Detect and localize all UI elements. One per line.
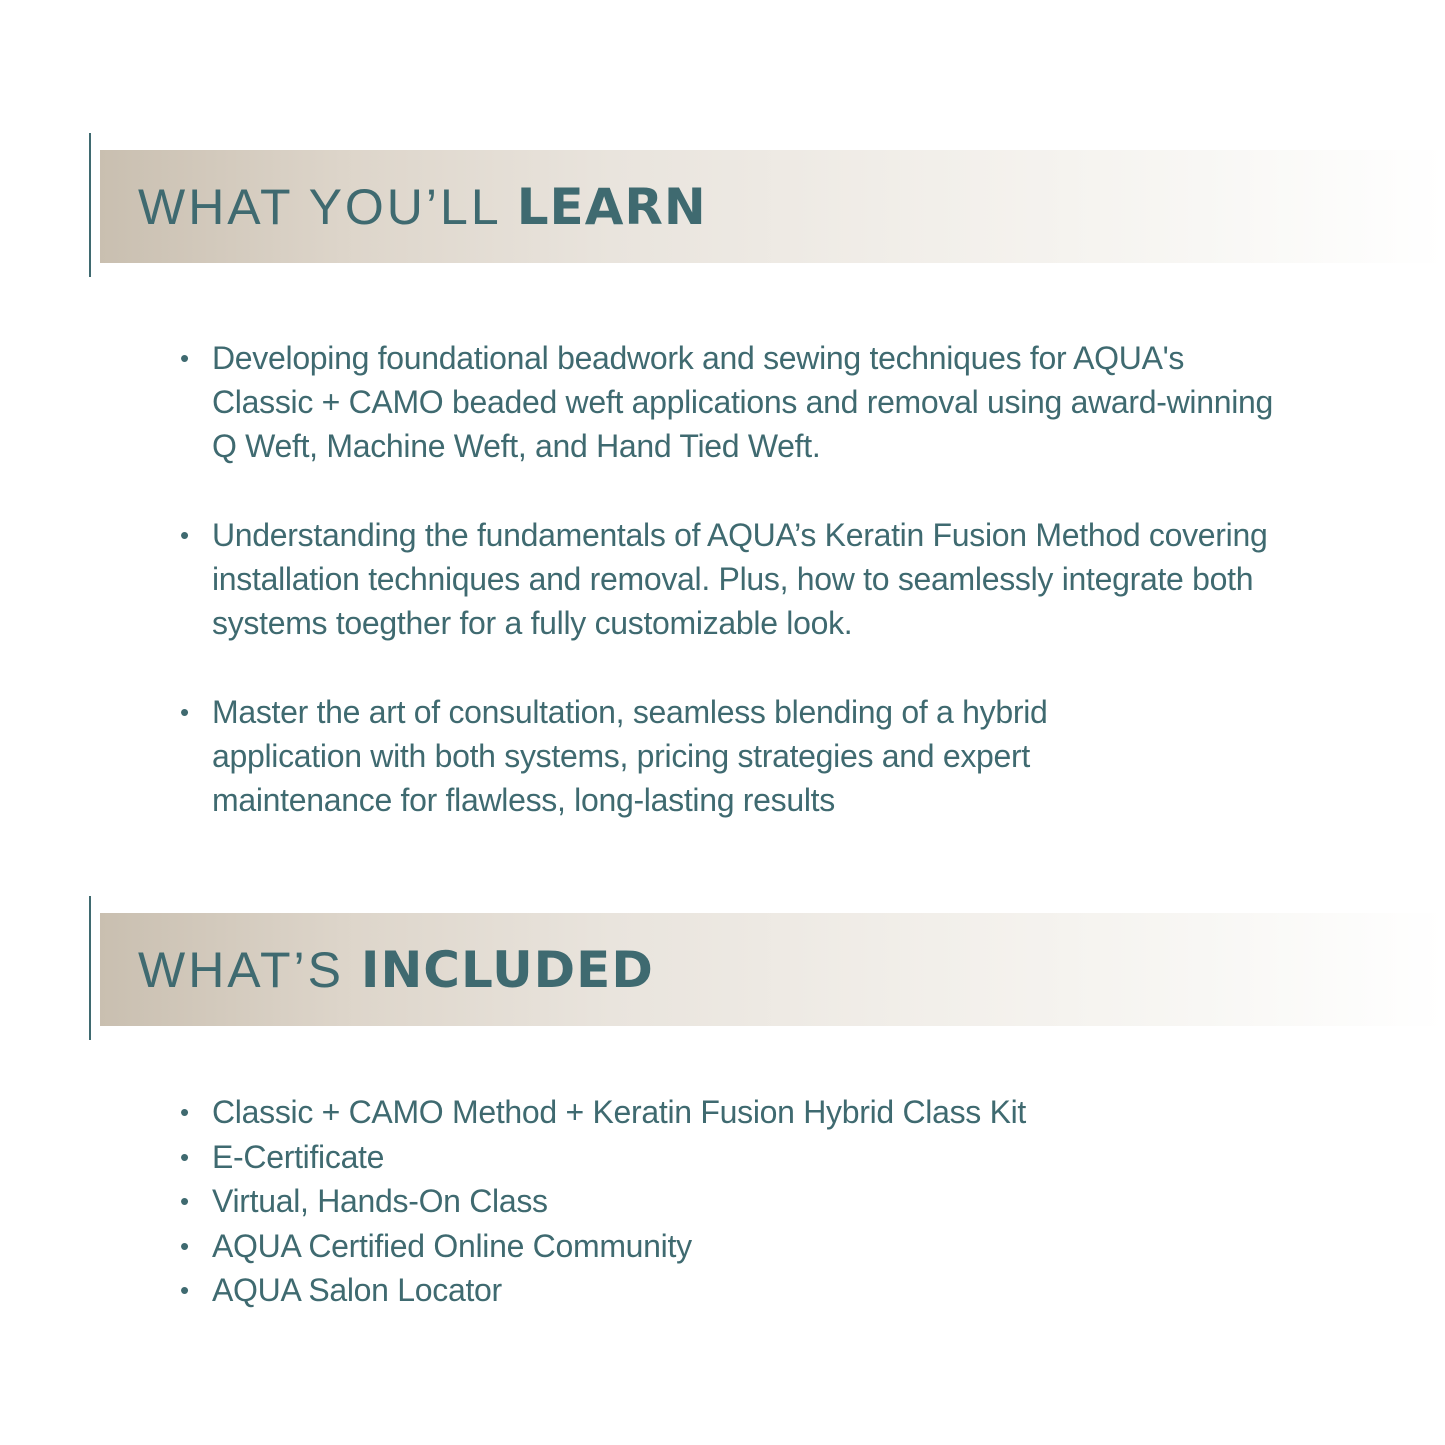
learn-section-banner xyxy=(100,150,1445,263)
included-section-banner xyxy=(100,913,1445,1026)
learn-title-bold: LEARN xyxy=(516,177,707,236)
learn-item-text: Understanding the fundamentals of AQUA’s Keratin Fusion Method covering installation techniques and removal. Plus, how to seamlessly integrate both systems toegther for a fully customizable look. xyxy=(212,517,1268,641)
list-item xyxy=(178,1224,1026,1269)
included-title-bold: INCLUDED xyxy=(360,940,654,999)
bullet-icon: • xyxy=(180,1141,189,1172)
learn-section-title xyxy=(138,178,707,236)
included-item-text: E-Certificate xyxy=(212,1138,385,1175)
bullet-icon: • xyxy=(180,1186,189,1216)
bullet-icon: • xyxy=(180,1230,189,1261)
learn-title-light: WHAT YOU’LL xyxy=(138,178,517,235)
included-item-text: Classic + CAMO Method + Keratin Fusion Hybrid Class Kit xyxy=(212,1094,1027,1130)
learn-item-text: Developing foundational beadwork and sewing techniques for AQUA's Classic + CAMO beaded weft applications and removal using award-winning Q Weft, Machine Weft, and Hand Tied Weft. xyxy=(212,340,1274,464)
included-list xyxy=(178,1090,1026,1313)
included-item-text: AQUA Salon Locator xyxy=(212,1272,502,1308)
bullet-icon: • xyxy=(180,1097,189,1127)
bullet-icon: • xyxy=(180,343,189,373)
list-item xyxy=(178,690,1162,822)
included-item-text: Virtual, Hands-On Class xyxy=(212,1183,548,1219)
included-section-rule xyxy=(89,896,91,1040)
learn-section-rule xyxy=(89,133,91,277)
learn-list xyxy=(178,336,1308,867)
included-title-light: WHAT’S xyxy=(138,941,361,998)
bullet-icon: • xyxy=(180,697,189,727)
list-item xyxy=(178,1268,1026,1313)
included-item-text: AQUA Certified Online Community xyxy=(212,1227,692,1264)
list-item xyxy=(178,1090,1026,1135)
list-item xyxy=(178,336,1282,468)
list-item xyxy=(178,1179,1026,1224)
bullet-icon: • xyxy=(180,520,189,550)
learn-item-text: Master the art of consultation, seamless blending of a hybrid application with both systems, pricing strategies and expert maintenance for flawless, long-lasting results xyxy=(212,694,1048,818)
list-item xyxy=(178,513,1272,645)
list-item xyxy=(178,1135,1026,1180)
bullet-icon: • xyxy=(180,1275,189,1305)
included-section-title xyxy=(138,941,654,999)
